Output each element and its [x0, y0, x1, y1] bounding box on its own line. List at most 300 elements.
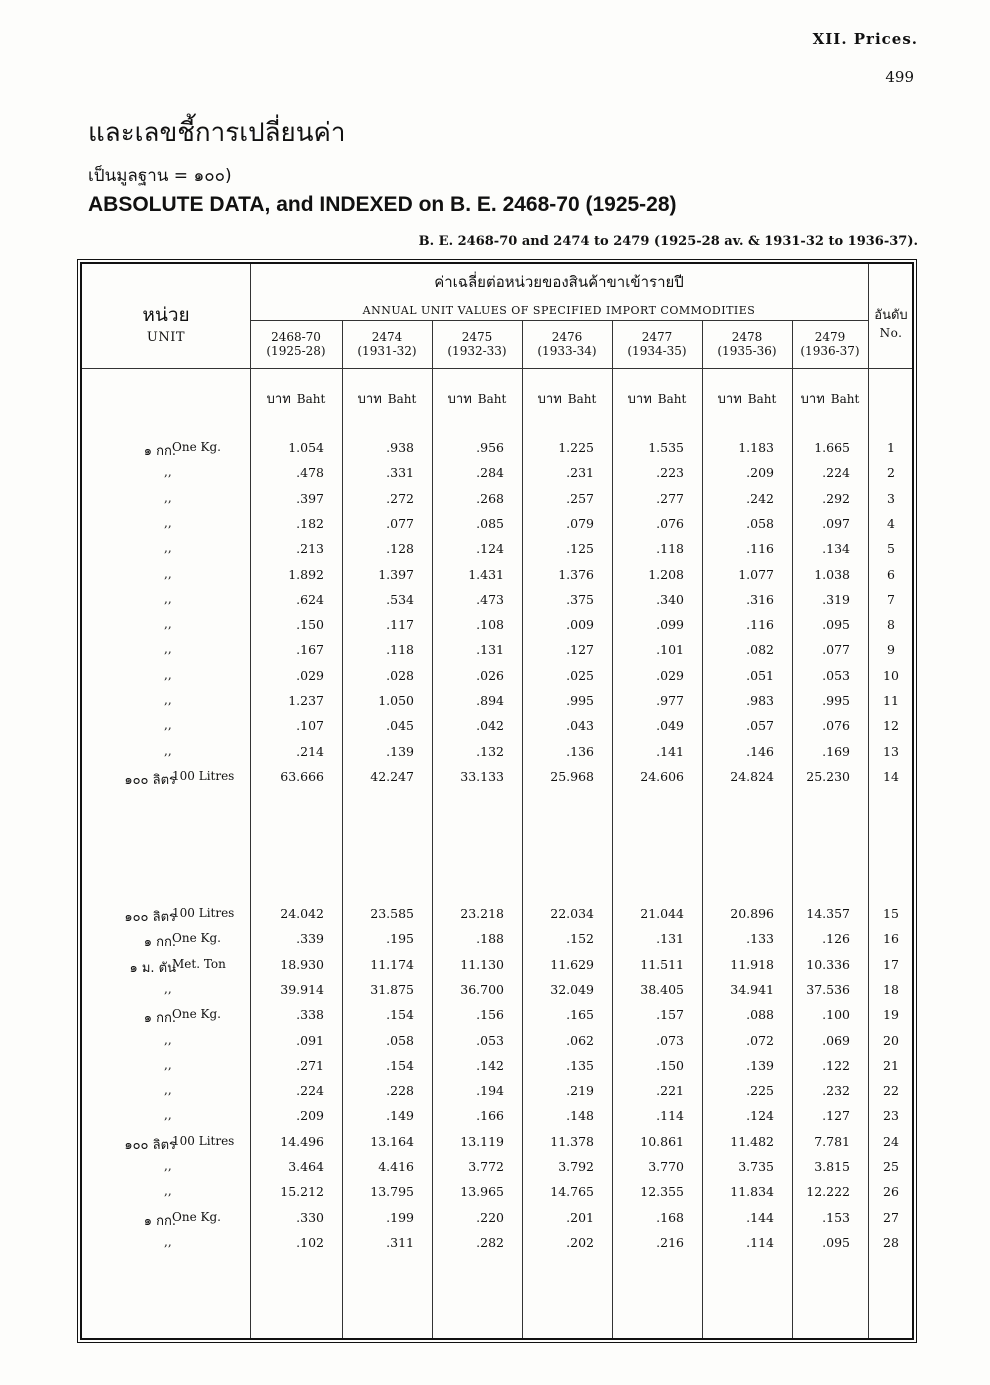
value-cell: 3.815: [814, 1159, 850, 1174]
unit-english: One Kg.: [172, 440, 221, 454]
value-cell: 23.218: [460, 906, 504, 921]
value-cell: .133: [746, 931, 774, 947]
value-cell: 11.378: [550, 1133, 594, 1149]
value-cell: .097: [822, 515, 850, 531]
price-table: [80, 262, 914, 1340]
value-cell: .224: [822, 465, 850, 481]
year-be: 2475: [461, 330, 493, 344]
currency-thai: บาท: [627, 392, 652, 407]
value-cell: .232: [822, 1083, 850, 1099]
table-row: [82, 769, 912, 789]
value-cell: 32.049: [550, 981, 594, 997]
value-cell: .116: [746, 541, 774, 557]
value-cell: .053: [476, 1032, 504, 1048]
column-rule: [522, 320, 523, 1338]
row-number: 2: [887, 465, 895, 481]
row-number: 1: [887, 440, 895, 455]
value-cell: .938: [386, 440, 414, 455]
currency-english: Baht: [387, 392, 417, 406]
currency-english: Baht: [477, 392, 507, 406]
value-cell: .977: [656, 693, 684, 708]
currency-label: [792, 388, 868, 409]
row-number: 19: [883, 1007, 899, 1023]
value-cell: 14.765: [550, 1184, 594, 1200]
year-ce: (1931-32): [357, 344, 417, 358]
table-row: [82, 1134, 912, 1154]
value-cell: 13.164: [370, 1133, 414, 1149]
unit-english: ,,: [164, 642, 172, 657]
column-rule: [432, 320, 433, 1338]
value-cell: 1.892: [288, 566, 324, 582]
currency-thai: บาท: [266, 392, 291, 407]
currency-label: [522, 388, 612, 409]
value-cell: .116: [746, 617, 774, 633]
value-cell: .271: [296, 1057, 324, 1073]
value-cell: .995: [566, 693, 594, 708]
group-header-english: ANNUAL UNIT VALUES OF SPECIFIED IMPORT COMMODITIES: [362, 304, 756, 317]
row-number: 25: [883, 1159, 899, 1174]
value-cell: 12.222: [806, 1184, 850, 1200]
value-cell: .473: [476, 591, 504, 607]
value-cell: 1.535: [648, 440, 684, 455]
row-number: 5: [887, 541, 895, 557]
value-cell: .201: [566, 1209, 594, 1225]
value-cell: .126: [822, 931, 850, 947]
thai-title: และเลขชี้การเปลี่ยนค่า: [88, 118, 346, 148]
value-cell: .131: [656, 931, 684, 947]
unit-english: 100 Litres: [172, 768, 235, 783]
value-cell: .139: [746, 1057, 774, 1073]
currency-english: Baht: [296, 392, 326, 406]
value-cell: .026: [476, 667, 504, 683]
value-cell: 15.212: [280, 1184, 324, 1200]
value-cell: .144: [746, 1209, 774, 1225]
value-cell: 3.772: [468, 1159, 504, 1174]
table-row: [82, 617, 912, 637]
value-cell: 14.496: [280, 1133, 324, 1149]
currency-label: [342, 388, 432, 409]
value-cell: 42.247: [370, 768, 414, 784]
value-cell: .339: [296, 931, 324, 947]
unit-thai: ๑๐๐ ลิตร: [124, 910, 176, 925]
unit-english: 100 Litres: [172, 906, 235, 920]
value-cell: 1.038: [814, 566, 850, 582]
value-cell: 1.237: [288, 693, 324, 708]
unit-header-english: UNIT: [146, 330, 186, 345]
unit-english: ,,: [164, 617, 172, 632]
year-header: [522, 330, 612, 358]
value-cell: .534: [386, 591, 414, 607]
currency-english: Baht: [747, 392, 777, 406]
currency-thai: บาท: [717, 392, 742, 407]
value-cell: .124: [476, 541, 504, 557]
value-cell: .995: [822, 693, 850, 708]
value-cell: .146: [746, 743, 774, 759]
table-row: [82, 1108, 912, 1128]
value-cell: 13.965: [460, 1184, 504, 1200]
value-cell: .077: [386, 515, 414, 531]
value-cell: 11.482: [730, 1133, 774, 1149]
no-header-english: No.: [879, 326, 903, 340]
value-cell: .095: [822, 1234, 850, 1250]
value-cell: .107: [296, 718, 324, 734]
year-ce: (1925-28): [266, 344, 326, 358]
table-row: [82, 931, 912, 951]
year-header: [792, 330, 868, 358]
value-cell: 3.735: [738, 1159, 774, 1174]
group-header-thai: ค่าเฉลี่ยต่อหน่วยของสินค้าขาเข้ารายปี: [434, 273, 684, 291]
value-cell: 11.834: [730, 1184, 774, 1200]
value-cell: .282: [476, 1234, 504, 1250]
value-cell: .316: [746, 591, 774, 607]
unit-thai: ๑ กก.: [143, 935, 176, 951]
row-number: 28: [883, 1234, 899, 1250]
unit-english: One Kg.: [172, 931, 221, 946]
unit-english: ,,: [164, 693, 172, 707]
year-header: [432, 330, 522, 358]
value-cell: .134: [822, 541, 850, 557]
value-cell: .311: [386, 1234, 414, 1250]
column-rule: [250, 264, 251, 1338]
value-cell: .224: [296, 1083, 324, 1099]
value-cell: .219: [566, 1083, 594, 1099]
value-cell: 1.050: [378, 693, 414, 708]
table-row: [82, 906, 912, 926]
value-cell: 1.054: [288, 440, 324, 455]
currency-thai: บาท: [537, 392, 562, 407]
value-cell: .042: [476, 718, 504, 734]
value-cell: .051: [746, 667, 774, 683]
currency-label: [250, 388, 342, 409]
value-cell: 3.792: [558, 1159, 594, 1174]
row-number: 18: [883, 981, 899, 997]
row-number: 26: [883, 1184, 899, 1200]
value-cell: 31.875: [370, 981, 414, 997]
value-cell: 11.918: [730, 956, 774, 972]
value-cell: 14.357: [806, 906, 850, 921]
value-cell: 36.700: [460, 981, 504, 997]
value-cell: .202: [566, 1234, 594, 1250]
year-ce: (1933-34): [537, 344, 597, 358]
value-cell: .043: [566, 718, 594, 734]
value-cell: .209: [746, 465, 774, 481]
value-cell: 11.174: [370, 956, 414, 972]
value-cell: 22.034: [550, 906, 594, 921]
unit-thai: ๑ กก.: [143, 1213, 176, 1229]
value-cell: 23.585: [370, 906, 414, 921]
value-cell: .154: [386, 1007, 414, 1023]
currency-english: Baht: [830, 392, 860, 406]
value-cell: .058: [746, 515, 774, 531]
year-header: [612, 330, 702, 358]
value-cell: .128: [386, 541, 414, 557]
table-row: [82, 1058, 912, 1078]
value-cell: .077: [822, 642, 850, 658]
currency-label: [432, 388, 522, 409]
unit-thai: ๑ กก.: [143, 444, 176, 459]
row-number: 3: [887, 490, 895, 506]
value-cell: .242: [746, 490, 774, 506]
table-row: [82, 1083, 912, 1103]
value-cell: .284: [476, 465, 504, 481]
value-cell: .095: [822, 617, 850, 633]
unit-thai: ๑๐๐ ลิตร: [124, 772, 176, 788]
table-row: [82, 491, 912, 511]
value-cell: .118: [656, 541, 684, 557]
table-row: [82, 982, 912, 1002]
value-cell: 21.044: [640, 906, 684, 921]
english-title: ABSOLUTE DATA, and INDEXED on B. E. 2468-70 (1925-28): [88, 193, 677, 216]
year-header: [250, 330, 342, 358]
value-cell: 33.133: [460, 768, 504, 784]
table-row: [82, 1235, 912, 1255]
unit-english: ,,: [164, 667, 172, 682]
value-cell: 10.861: [640, 1133, 684, 1149]
value-cell: .114: [746, 1234, 774, 1250]
year-be: 2468-70: [271, 330, 321, 344]
table-row: [82, 592, 912, 612]
unit-english: ,,: [164, 718, 172, 733]
value-cell: .091: [296, 1032, 324, 1048]
table-row: [82, 693, 912, 713]
value-cell: .257: [566, 490, 594, 506]
year-ce: (1934-35): [627, 344, 687, 358]
value-cell: 1.665: [814, 440, 850, 455]
value-cell: .127: [566, 642, 594, 658]
value-cell: .292: [822, 490, 850, 506]
value-cell: .118: [386, 642, 414, 658]
table-row: [82, 541, 912, 561]
value-cell: 18.930: [280, 956, 324, 972]
year-ce: (1936-37): [800, 344, 860, 358]
unit-english: ,,: [164, 981, 172, 996]
row-number: 21: [883, 1057, 899, 1073]
value-cell: 24.606: [640, 768, 684, 784]
unit-thai: ๑ กก.: [143, 1011, 176, 1027]
value-cell: .117: [386, 617, 414, 633]
value-cell: .025: [566, 667, 594, 683]
value-cell: .076: [656, 515, 684, 531]
row-number: 12: [883, 718, 899, 734]
unit-thai: ๑๐๐ ลิตร: [124, 1137, 176, 1153]
row-number: 14: [883, 768, 899, 784]
value-cell: .157: [656, 1007, 684, 1023]
value-cell: 10.336: [806, 956, 850, 972]
value-cell: .894: [476, 693, 504, 708]
row-number: 8: [887, 617, 895, 633]
value-cell: .195: [386, 931, 414, 947]
header-rule: [82, 368, 912, 369]
table-row: [82, 957, 912, 977]
value-cell: .375: [566, 591, 594, 607]
year-be: 2476: [551, 330, 583, 344]
value-cell: 1.077: [738, 566, 774, 582]
unit-english: ,,: [164, 1032, 172, 1047]
table-row: [82, 642, 912, 662]
value-cell: .136: [566, 743, 594, 759]
currency-thai: บาท: [447, 392, 472, 407]
year-header: [342, 330, 432, 358]
value-cell: .049: [656, 718, 684, 734]
value-cell: .225: [746, 1083, 774, 1099]
value-cell: 7.781: [814, 1133, 850, 1149]
table-row: [82, 718, 912, 738]
period-note: B. E. 2468-70 and 2474 to 2479 (1925-28 av. & 1931-32 to 1936-37).: [418, 234, 918, 249]
value-cell: .152: [566, 931, 594, 947]
value-cell: 11.511: [640, 956, 684, 972]
unit-english: One Kg.: [172, 1209, 221, 1224]
value-cell: 4.416: [378, 1159, 414, 1174]
value-cell: .983: [746, 693, 774, 708]
value-cell: .268: [476, 490, 504, 506]
value-cell: .009: [566, 617, 594, 633]
value-cell: .319: [822, 591, 850, 607]
value-cell: 25.968: [550, 768, 594, 784]
row-number: 4: [887, 515, 895, 531]
value-cell: .338: [296, 1007, 324, 1023]
value-cell: 24.824: [730, 768, 774, 784]
value-cell: .169: [822, 743, 850, 759]
table-row: [82, 1210, 912, 1230]
value-cell: .166: [476, 1108, 504, 1124]
value-cell: .108: [476, 617, 504, 633]
value-cell: .142: [476, 1057, 504, 1073]
value-cell: .100: [822, 1007, 850, 1023]
value-cell: .221: [656, 1083, 684, 1099]
table-row: [82, 567, 912, 587]
value-cell: .228: [386, 1083, 414, 1099]
value-cell: .216: [656, 1234, 684, 1250]
value-cell: 24.042: [280, 906, 324, 921]
value-cell: .124: [746, 1108, 774, 1124]
value-cell: .099: [656, 617, 684, 633]
table-row: [82, 465, 912, 485]
table-row: [82, 1007, 912, 1027]
value-cell: .102: [296, 1234, 324, 1250]
unit-english: ,,: [164, 541, 172, 556]
row-number: 24: [883, 1133, 899, 1149]
row-number: 23: [883, 1108, 899, 1124]
value-cell: .069: [822, 1032, 850, 1048]
unit-english: ,,: [164, 743, 172, 758]
value-cell: .624: [296, 591, 324, 607]
page-number: 499: [885, 68, 914, 86]
value-cell: 12.355: [640, 1184, 684, 1200]
value-cell: .220: [476, 1209, 504, 1225]
column-rule: [868, 264, 869, 1338]
unit-header-thai: หน่วย: [142, 304, 190, 326]
unit-english: ,,: [164, 1184, 172, 1199]
value-cell: .231: [566, 465, 594, 481]
unit-english: ,,: [164, 490, 172, 505]
value-cell: .148: [566, 1108, 594, 1124]
value-cell: .053: [822, 667, 850, 683]
table-row: [82, 668, 912, 688]
unit-english: One Kg.: [172, 1007, 221, 1022]
year-be: 2478: [731, 330, 763, 344]
value-cell: .397: [296, 490, 324, 506]
value-cell: .045: [386, 718, 414, 734]
row-number: 11: [883, 693, 899, 708]
unit-english: ,,: [164, 1108, 172, 1123]
value-cell: .058: [386, 1032, 414, 1048]
table-row: [82, 744, 912, 764]
value-cell: .154: [386, 1057, 414, 1073]
value-cell: .135: [566, 1057, 594, 1073]
unit-english: ,,: [164, 1057, 172, 1072]
row-number: 20: [883, 1032, 899, 1048]
year-ce: (1932-33): [447, 344, 507, 358]
unit-english: Met. Ton: [172, 956, 226, 971]
value-cell: 1.183: [738, 440, 774, 455]
value-cell: .156: [476, 1007, 504, 1023]
value-cell: 25.230: [806, 768, 850, 784]
value-cell: .272: [386, 490, 414, 506]
value-cell: 39.914: [280, 981, 324, 997]
column-rule: [612, 320, 613, 1338]
table-row: [82, 516, 912, 536]
value-cell: 1.397: [378, 566, 414, 582]
value-cell: .478: [296, 465, 324, 481]
value-cell: 3.770: [648, 1159, 684, 1174]
value-cell: .188: [476, 931, 504, 947]
year-be: 2479: [814, 330, 846, 344]
unit-english: ,,: [164, 1159, 172, 1173]
currency-thai: บาท: [357, 392, 382, 407]
column-rule: [792, 320, 793, 1338]
row-number: 13: [883, 743, 899, 759]
value-cell: 1.376: [558, 566, 594, 582]
value-cell: .085: [476, 515, 504, 531]
table-row: [82, 440, 912, 460]
row-number: 10: [883, 667, 899, 683]
row-number: 17: [883, 956, 899, 972]
value-cell: 34.941: [730, 981, 774, 997]
table-row: [82, 1184, 912, 1204]
row-number: 22: [883, 1083, 899, 1099]
value-cell: .029: [656, 667, 684, 683]
value-cell: .028: [386, 667, 414, 683]
value-cell: 37.536: [806, 981, 850, 997]
value-cell: 38.405: [640, 981, 684, 997]
value-cell: .277: [656, 490, 684, 506]
value-cell: 11.629: [550, 956, 594, 972]
value-cell: .209: [296, 1108, 324, 1124]
year-ce: (1935-36): [717, 344, 777, 358]
currency-label: [612, 388, 702, 409]
value-cell: .199: [386, 1209, 414, 1225]
row-number: 16: [883, 931, 899, 947]
value-cell: .088: [746, 1007, 774, 1023]
value-cell: .165: [566, 1007, 594, 1023]
value-cell: .150: [296, 617, 324, 633]
value-cell: .125: [566, 541, 594, 557]
value-cell: .214: [296, 743, 324, 759]
value-cell: .131: [476, 642, 504, 658]
no-header-thai: อันดับ: [874, 308, 908, 323]
unit-thai: ๑ ม. ตัน: [129, 960, 176, 976]
value-cell: 1.208: [648, 566, 684, 582]
value-cell: .340: [656, 591, 684, 607]
row-number: 7: [887, 591, 895, 607]
thai-subtitle: เป็นมูลฐาน = ๑๐๐): [88, 166, 232, 186]
column-rule: [342, 320, 343, 1338]
value-cell: 63.666: [280, 768, 324, 784]
value-cell: .079: [566, 515, 594, 531]
value-cell: .072: [746, 1032, 774, 1048]
value-cell: .194: [476, 1083, 504, 1099]
value-cell: .057: [746, 718, 774, 734]
